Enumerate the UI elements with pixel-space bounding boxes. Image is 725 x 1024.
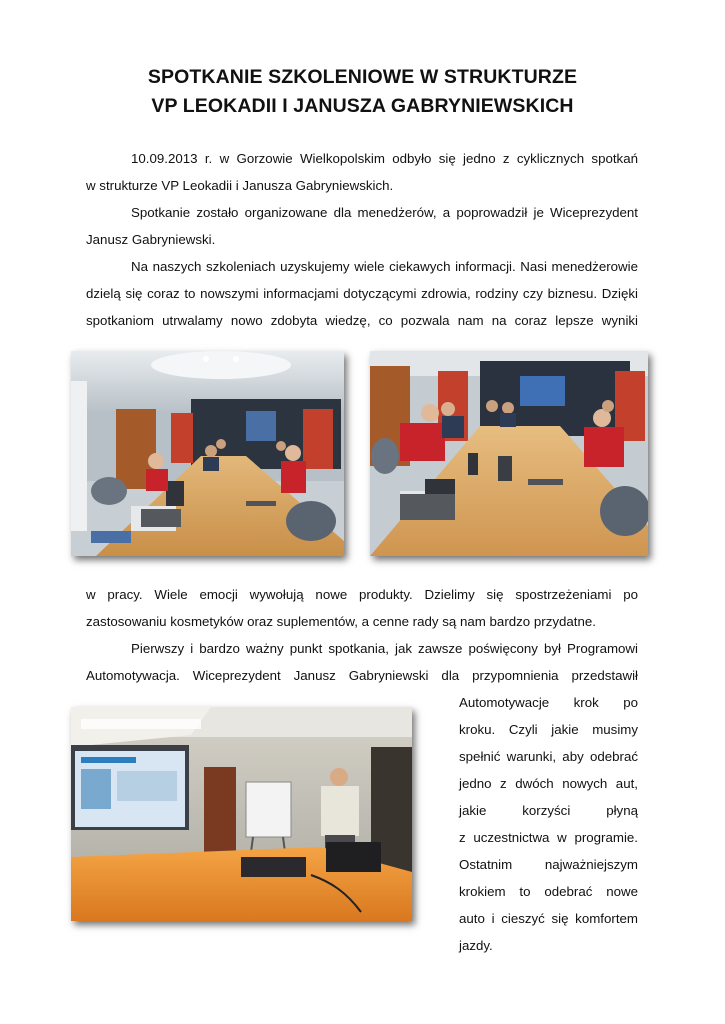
paragraph-3-line-1: Na naszych szkoleniach uzyskujemy wiele ciekawych informacji. Nasi menedżerowie [131, 259, 638, 274]
presentation-photo [71, 707, 412, 921]
page-title-line-1: SPOTKANIE SZKOLENIOWE W STRUKTURZE [147, 66, 578, 88]
side-line-5: jakie korzyści płyną [459, 803, 638, 818]
side-line-6: z uczestnictwa w programie. [459, 830, 638, 845]
page-title-line-2: VP LEOKADII I JANUSZA GABRYNIEWSKICH [151, 95, 574, 117]
paragraph-1-line-1: 10.09.2013 r. w Gorzowie Wielkopolskim odbyło się jedno z cyklicznych spotkań [131, 151, 638, 166]
side-line-8: krokiem to odebrać nowe [459, 884, 638, 899]
paragraph-2-line-2: Janusz Gabryniewski. [86, 232, 216, 247]
meeting-room-photo-right [370, 351, 648, 556]
side-line-10: jazdy. [459, 938, 493, 953]
paragraph-4-line-2: Automotywacja. Wiceprezydent Janusz Gabryniewski dla przypomnienia przedstawił [86, 668, 638, 683]
paragraph-3-line-2: dzielą się coraz to nowszymi informacjami dotyczącymi zdrowia, rodziny czy biznesu. Dzięki [86, 286, 638, 301]
paragraph-1-line-2: w strukturze VP Leokadii i Janusza Gabryniewskich. [86, 178, 394, 193]
side-line-2: kroku. Czyli jakie musimy [459, 722, 638, 737]
paragraph-3-line-3: spotkaniom utrwalamy nowo zdobyta wiedzę, co pozwala nam na coraz lepsze wyniki [86, 313, 638, 328]
side-line-9: auto i cieszyć się komfortem [459, 911, 638, 926]
side-line-4: jedno z dwóch nowych aut, [459, 776, 638, 791]
side-line-7: Ostatnim najważniejszym [459, 857, 638, 872]
paragraph-3-line-5: zastosowaniu kosmetyków oraz suplementów, a cenne rady są nam bardzo przydatne. [86, 614, 596, 629]
side-line-1: Automotywacje krok po [459, 695, 638, 710]
paragraph-2-line-1: Spotkanie zostało organizowane dla menedżerów, a poprowadził je Wiceprezydent [131, 205, 638, 220]
side-line-3: spełnić warunki, aby odebrać [459, 749, 638, 764]
paragraph-4-line-1: Pierwszy i bardzo ważny punkt spotkania, jak zawsze poświęcony był Programowi [131, 641, 638, 656]
meeting-room-photo-left [71, 351, 344, 556]
paragraph-3-line-4: w pracy. Wiele emocji wywołują nowe produkty. Dzielimy się spostrzeżeniami po [86, 587, 638, 602]
